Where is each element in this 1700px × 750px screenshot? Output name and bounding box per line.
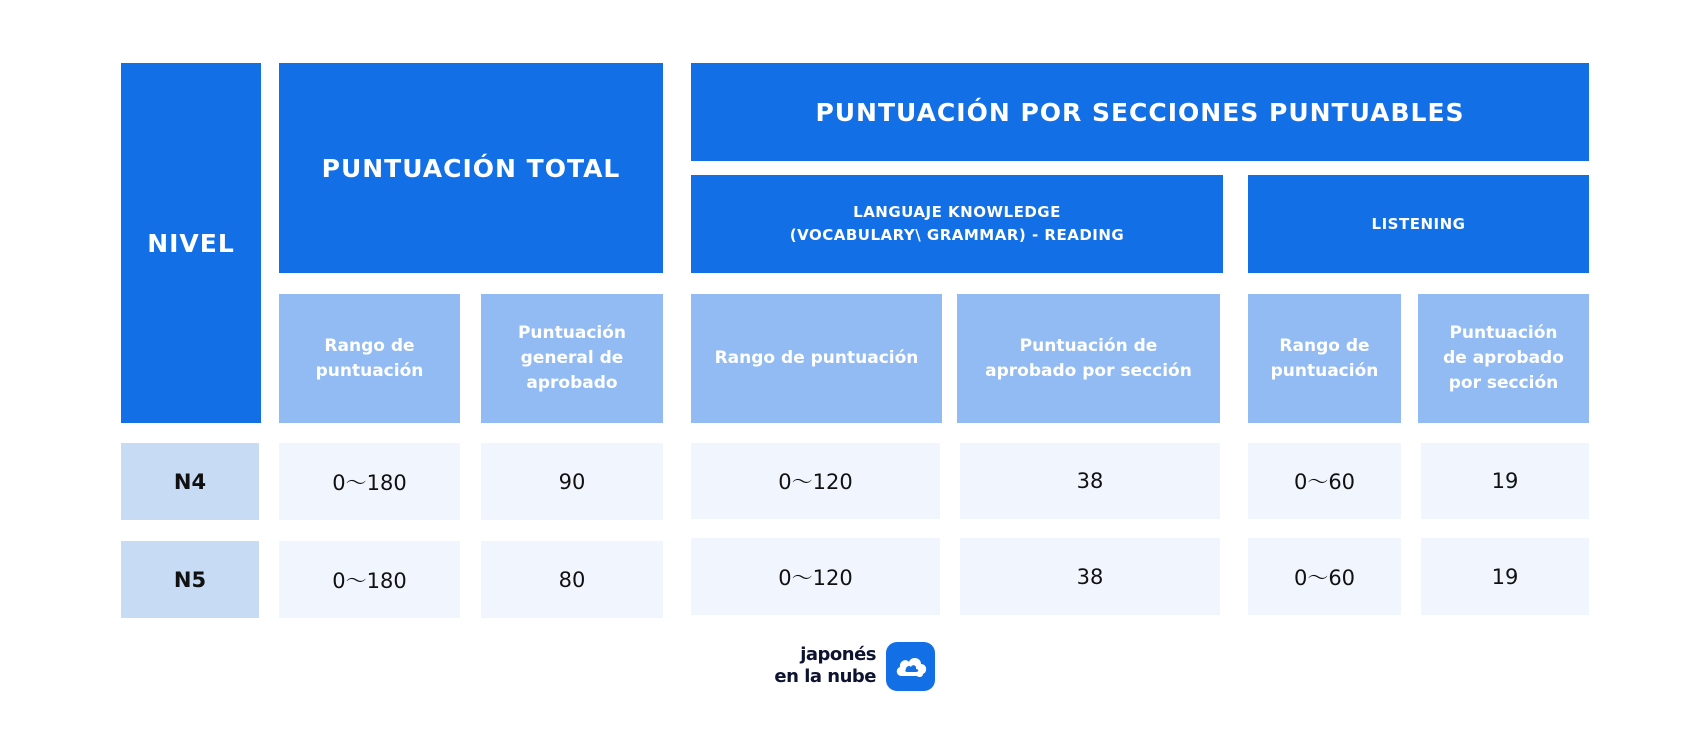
header-language-knowledge: [691, 175, 1223, 273]
subheader-total-aprobado: [481, 294, 663, 423]
level-cell-n4: N4: [121, 443, 259, 520]
value-cell: 0〜120: [691, 538, 940, 615]
value-cell: 0〜120: [691, 443, 940, 519]
subheader-text: Rango de: [324, 335, 415, 356]
header-secciones: [691, 63, 1589, 161]
header-nivel: [121, 63, 261, 423]
header-total-label: PUNTUACIÓN TOTAL: [321, 153, 621, 183]
header-listening: [1248, 175, 1589, 273]
subheader-text: puntuación: [315, 360, 424, 381]
language-line-1: LANGUAJE KNOWLEDGE: [853, 203, 1061, 221]
value-cell: 90: [481, 443, 663, 520]
subheader-total-rango: [279, 294, 460, 423]
header-puntuacion-total: [279, 63, 663, 273]
value-cell: 0〜60: [1248, 443, 1401, 519]
value-cell: 80: [481, 541, 663, 618]
subheader-text: aprobado: [526, 373, 618, 393]
logo-line-2: en la nube: [774, 666, 876, 687]
logo-line-1: japonés: [800, 644, 876, 665]
subheader-list-rango: [1248, 294, 1401, 423]
subheader-text: aprobado por sección: [985, 360, 1192, 381]
subheader-text: Rango de puntuación: [714, 348, 919, 368]
subheader-text: Puntuación: [517, 323, 627, 343]
header-secciones-label: PUNTUACIÓN POR SECCIONES PUNTUABLES: [815, 97, 1465, 127]
listening-label: LISTENING: [1371, 214, 1466, 233]
subheader-text: general de: [520, 348, 624, 368]
subheader-lang-aprobado: [957, 294, 1220, 423]
brand-logo-text: [760, 644, 876, 688]
subheader-text: Puntuación: [1449, 323, 1558, 343]
subheader-text: Rango de: [1279, 335, 1370, 356]
subheader-list-aprobado: [1418, 294, 1589, 423]
subheader-lang-rango: [691, 294, 942, 423]
cloud-icon: [886, 642, 935, 691]
subheader-text: por sección: [1448, 373, 1559, 393]
value-cell: 19: [1421, 538, 1589, 615]
subheader-text: Puntuación de: [1019, 335, 1158, 356]
cloud-icon-svg: [893, 652, 929, 682]
subheader-text: de aprobado: [1443, 348, 1564, 368]
value-cell: 0〜60: [1248, 538, 1401, 615]
value-cell: 0〜180: [279, 443, 460, 520]
subheader-text: puntuación: [1270, 360, 1379, 381]
header-nivel-label: NIVEL: [147, 228, 235, 258]
value-cell: 0〜180: [279, 541, 460, 618]
value-cell: 38: [960, 443, 1220, 519]
value-cell: 19: [1421, 443, 1589, 519]
value-cell: 38: [960, 538, 1220, 615]
language-line-2: (VOCABULARY\ GRAMMAR) - READING: [789, 226, 1125, 244]
level-cell-n5: N5: [121, 541, 259, 618]
